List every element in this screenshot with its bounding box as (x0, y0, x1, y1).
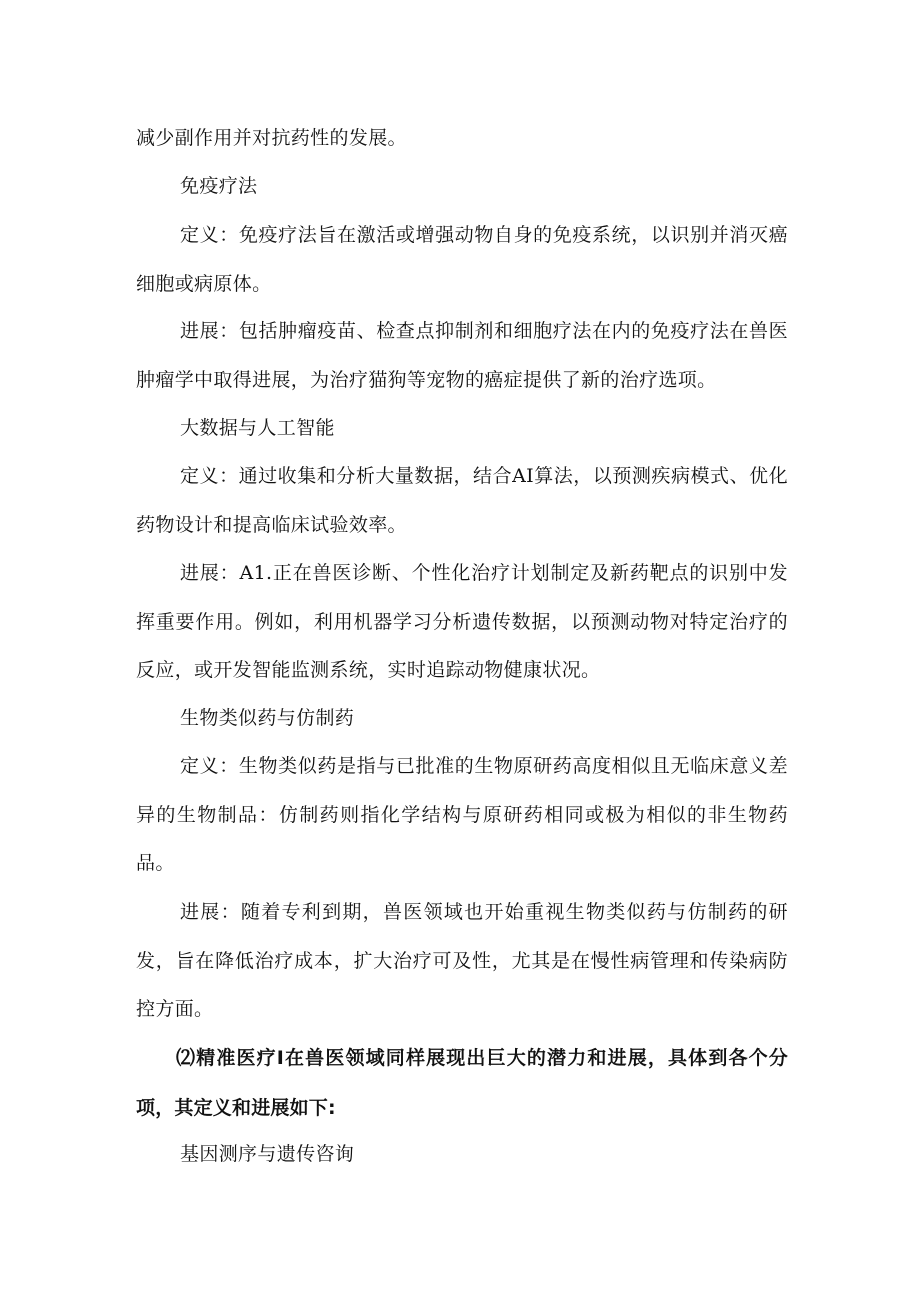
paragraph-biosimilars-definition: 定义：生物类似药是指与已批准的生物原研药高度相似且无临床意义差异的生物制品：仿制药则指化学结构与原研药相同或极为相似的非生物药品。 (136, 755, 788, 874)
section-heading-biosimilars: 生物类似药与仿制药 (180, 707, 355, 729)
section-heading-immunotherapy: 免疫疗法 (180, 175, 258, 197)
paragraph-immunotherapy-progress: 进展：包括肿瘤疫苗、检查点抑制剂和细胞疗法在内的免疫疗法在兽医肿瘤学中取得进展，为治疗猫狗等宠物的癌症提供了新的治疗选项。 (136, 320, 788, 391)
paragraph-precision-medicine-intro: ⑵精准医疗I在兽医领域同样展现出巨大的潜力和进展，具体到各个分项，其定义和进展如下: (136, 1047, 788, 1119)
paragraph-biosimilars-progress: 进展：随着专利到期，兽医领域也开始重视生物类似药与仿制药的研发，旨在降低治疗成本，扩大治疗可及性，尤其是在慢性病管理和传染病防控方面。 (136, 901, 788, 1020)
section-heading-gene-sequencing: 基因测序与遗传咨询 (180, 1143, 355, 1165)
paragraph-big-data-definition: 定义：通过收集和分析大量数据，结合AI算法，以预测疾病模式、优化药物设计和提高临床试验效率。 (136, 465, 788, 536)
section-heading-big-data-ai: 大数据与人工智能 (180, 417, 335, 439)
paragraph-immunotherapy-definition: 定义：免疫疗法旨在激活或增强动物自身的免疫系统，以识别并消灭癌细胞或病原体。 (136, 224, 788, 295)
paragraph-continuation: 减少副作用并对抗药性的发展。 (136, 127, 407, 149)
paragraph-big-data-progress: 进展：A1.正在兽医诊断、个性化治疗计划制定及新药靶点的识别中发挥重要作用。例如，利用机器学习分析遗传数据，以预测动物对特定治疗的反应，或开发智能监测系统，实时追踪动物健康状况。 (136, 562, 788, 681)
